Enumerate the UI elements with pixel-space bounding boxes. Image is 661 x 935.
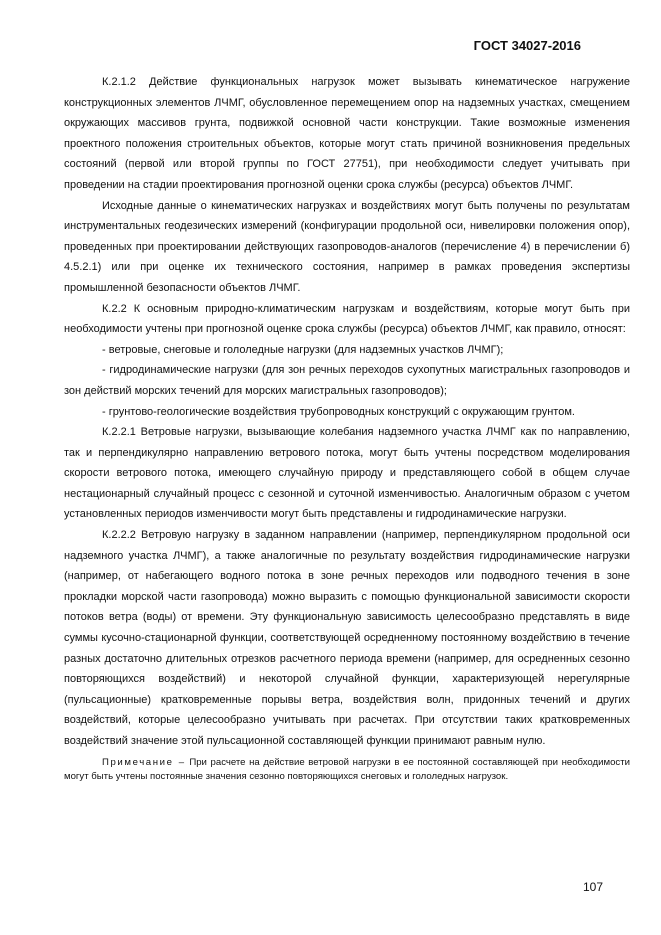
- note-text: При расчете на действие ветровой нагрузки в ее постоянной составляющей при необходимости могут быть учтены постоянные значения сезонно повторяющихся снеговых и гололедных нагрузок.: [64, 756, 630, 783]
- list-item: - гидродинамические нагрузки (для зон речных переходов сухопутных магистральных газопроводов и зон действий морских течений для морских магистральных газопроводов);: [64, 364, 630, 397]
- paragraph: Исходные данные о кинематических нагрузках и воздействиях могут быть получены по результатам инструментальных геодезических измерений (конфигурации продольной оси, нивелировки положения опор), проведенных при проектировании действующих газопроводов-аналогов (перечисление 4) в перечислении б) 4.5.2.1) или при оценке их технического состояния, например в рамках проведения экспертизы промышленной безопасности объектов ЛЧМГ.: [64, 199, 630, 294]
- list-item: - грунтово-геологические воздействия трубопроводных конструкций с окружающим грунтом.: [102, 405, 575, 418]
- page-number: 107: [582, 880, 603, 894]
- paragraph: К.2.2.2 Ветровую нагрузку в заданном направлении (например, перпендикулярном продольной оси надземного участка ЛЧМГ), а также аналогичные по результату воздействия гидродинамические нагрузки (например, от набегающего водного потока в зоне речных переходов или подводного течения в зоне прокладки морской части газопровода) можно выразить с помощью функциональной зависимости скорости потоков ветра (воды) от времени. Эту функциональную зависимость целесообразно представлять в виде суммы кусочно-стационарной функции, соответствующей осредненному постоянному воздействию в течение разных достаточно длительных отрезков расчетного периода времени (например, для осредненных сезонно повторяющихся воздействий) и некоторой случайной функции, характеризующей нерегулярные (пульсационные) кратковременные порывы ветра, воздействия волн, придонных течений и других воздействий, которые целесообразно учитывать при расчетах. При отсутствии таких кратковременных воздействий значение этой пульсационной составляющей функции принимают равным нулю.: [64, 529, 630, 747]
- list-item: - ветровые, снеговые и гололедные нагрузки (для надземных участков ЛЧМГ);: [102, 343, 504, 356]
- document-body: [64, 72, 630, 785]
- note: [64, 756, 630, 785]
- paragraph: К.2.1.2 Действие функциональных нагрузок может вызывать кинематическое нагружение конструкционных элементов ЛЧМГ, обусловленное перемещением опор на надземных участках, смещением окружающих массивов грунта, подвижкой основной части конструкции. Такие возможные изменения проектного положения строительных объектов, которые могут стать причиной возникновения предельных состояний (первой или второй группы по ГОСТ 27751), при необходимости следует учитывать при проведении на стадии проектирования прогнозной оценки срока службы (ресурса) объектов ЛЧМГ.: [64, 76, 630, 191]
- paragraph: К.2.2 К основным природно-климатическим нагрузкам и воздействиям, которые могут быть при необходимости учтены при прогнозной оценке срока службы (ресурса) объектов ЛЧМГ, как правило, относят:: [64, 302, 630, 336]
- note-label: Примечание –: [102, 756, 186, 768]
- document-header: ГОСТ 34027-2016: [473, 38, 581, 53]
- paragraph: К.2.2.1 Ветровые нагрузки, вызывающие колебания надземного участка ЛЧМГ как по направлению, так и перпендикулярно направлению ветрового потока, могут быть учтены посредством моделирования скорости ветрового потока, имеющего случайную природу и представляющего собой в общем случае нестационарный случайный процесс с сезонной и суточной изменчивостью. Аналогичным образом с учетом установленных периодов изменчивости могут быть представлены и гидродинамические нагрузки.: [64, 426, 630, 521]
